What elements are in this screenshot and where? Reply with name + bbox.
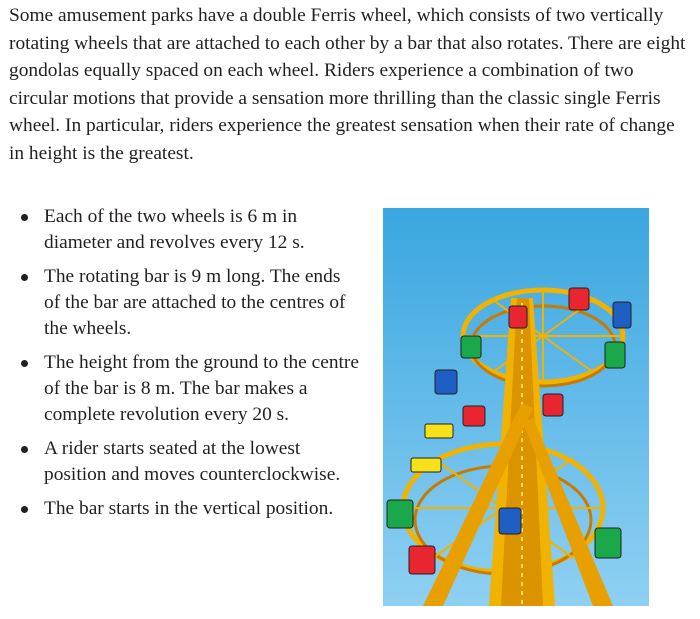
ferris-wheel-illustration [383,208,649,606]
bullet-text: A rider starts seated at the lowest position and moves counterclockwise. [44,438,341,485]
bullet-icon [21,506,28,513]
bullet-icon [21,214,28,221]
list-item [0,436,360,488]
list-item [0,496,360,522]
bullet-text: The rotating bar is 9 m long. The ends of the bar are attached to the centres of the wheels. [44,266,346,339]
bullet-text: Each of the two wheels is 6 m in diameter and revolves every 12 s. [44,206,305,253]
bullet-icon [21,360,28,367]
intro-paragraph: Some amusement parks have a double Ferris wheel, which consists of two vertically rotating wheels that are attached to each other by a bar that also rotates. There are eight gondolas equally spaced on each wheel. Riders experience a combination of two circular motions that provide a sensation more thrilling than the classic single Ferris wheel. In particular, riders experience the greatest sensation when their rate of change in height is the greatest. [9,5,686,164]
list-item [0,350,360,428]
bullet-text: The height from the ground to the centre of the bar is 8 m. The bar makes a complete revolution every 20 s. [44,352,359,425]
bullet-icon [21,446,28,453]
facts-list [0,204,360,530]
double-ferris-wheel-photo [383,208,649,606]
list-item [0,264,360,342]
bullet-text: The bar starts in the vertical position. [44,498,334,519]
bullet-icon [21,274,28,281]
list-item [0,204,360,256]
